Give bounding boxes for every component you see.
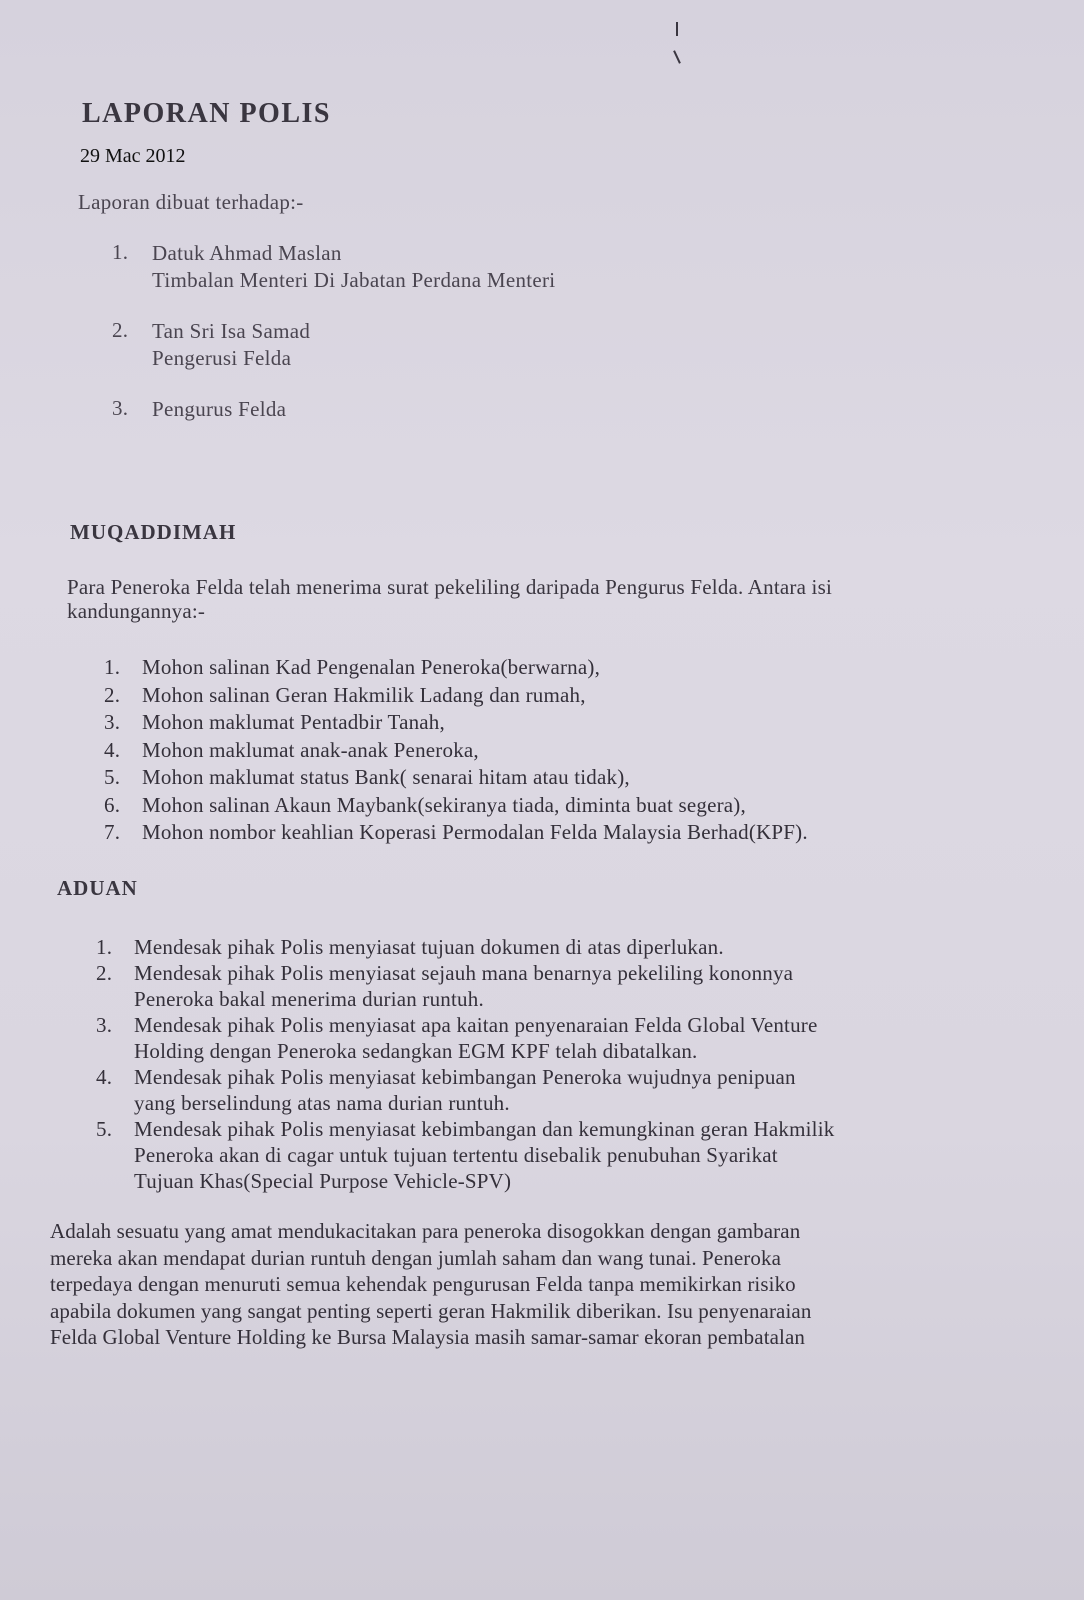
item-text: Peneroka akan di cagar untuk tujuan tertentu disebalik penubuhan Syarikat — [134, 1143, 778, 1167]
list-item — [104, 654, 808, 682]
aduan-heading: ADUAN — [57, 876, 138, 900]
target-role: Pengerusi Felda — [152, 346, 292, 370]
pen-mark — [676, 22, 678, 36]
target-item — [112, 318, 555, 372]
paragraph-line: Felda Global Venture Holding ke Bursa Malaysia masih samar-samar ekoran pembatalan — [50, 1325, 806, 1349]
target-item — [112, 240, 555, 294]
item-text: Mendesak pihak Polis menyiasat kebimbangan dan kemungkinan geran Hakmilik — [134, 1117, 835, 1141]
item-text: Mohon maklumat Pentadbir Tanah, — [142, 710, 445, 734]
item-text: Mendesak pihak Polis menyiasat kebimbangan Peneroka wujudnya penipuan — [134, 1065, 796, 1089]
item-text: Mendesak pihak Polis menyiasat tujuan dokumen di atas diperlukan. — [134, 935, 724, 959]
report-date: 29 Mac 2012 — [80, 145, 186, 167]
muqaddimah-heading: MUQADDIMAH — [70, 520, 237, 544]
item-number: 2. — [104, 682, 121, 707]
target-name: Datuk Ahmad Maslan — [152, 241, 342, 265]
list-item — [96, 1064, 994, 1116]
target-number: 2. — [112, 318, 129, 342]
target-role: Timbalan Menteri Di Jabatan Perdana Menteri — [152, 268, 556, 292]
item-text: Mohon maklumat anak-anak Peneroka, — [142, 737, 479, 762]
paragraph-line: kandungannya:- — [67, 599, 206, 623]
list-item — [104, 764, 808, 792]
item-number: 3. — [104, 710, 121, 734]
closing-paragraph — [50, 1218, 1040, 1351]
target-name: Tan Sri Isa Samad — [152, 319, 311, 343]
target-number: 1. — [112, 240, 129, 264]
item-text: Mohon salinan Akaun Maybank(sekiranya tiada, diminta buat segera), — [142, 792, 746, 817]
paragraph-line: terpedaya dengan menuruti semua kehendak pengurusan Felda tanpa memikirkan risiko — [50, 1272, 796, 1296]
item-number: 3. — [96, 1013, 113, 1037]
list-item — [104, 709, 808, 737]
item-text: Holding dengan Peneroka sedangkan EGM KPF telah dibatalkan. — [134, 1039, 698, 1063]
list-item — [104, 682, 808, 710]
paragraph-line: Para Peneroka Felda telah menerima surat pekeliling daripada Pengurus Felda. Antara isi — [67, 575, 833, 599]
item-number: 5. — [104, 765, 121, 789]
target-item — [112, 396, 555, 423]
item-text: Peneroka bakal menerima durian runtuh. — [134, 987, 484, 1011]
list-item — [96, 1012, 994, 1064]
list-item — [96, 1116, 994, 1194]
list-item — [96, 960, 994, 1012]
item-text: yang berselindung atas nama durian runtuh. — [134, 1091, 510, 1115]
item-text: Mendesak pihak Polis menyiasat apa kaitan penyenaraian Felda Global Venture — [134, 1013, 818, 1037]
muqaddimah-list — [104, 654, 808, 847]
item-number: 1. — [96, 935, 113, 959]
paragraph-line: apabila dokumen yang sangat penting seperti geran Hakmilik diberikan. Isu penyenaraian — [50, 1298, 812, 1323]
item-text: Mohon salinan Kad Pengenalan Peneroka(berwarna), — [142, 655, 601, 679]
item-text: Mohon nombor keahlian Koperasi Permodalan Felda Malaysia Berhad(KPF). — [142, 820, 808, 844]
item-number: 1. — [104, 655, 121, 679]
item-number: 7. — [104, 820, 121, 844]
target-name: Pengurus Felda — [152, 397, 287, 421]
item-text: Tujuan Khas(Special Purpose Vehicle-SPV) — [134, 1169, 512, 1193]
report-targets — [112, 240, 555, 447]
paragraph-line: Adalah sesuatu yang amat mendukacitakan para peneroka disogokkan dengan gambaran — [50, 1219, 801, 1243]
item-text: Mendesak pihak Polis menyiasat sejauh mana benarnya pekeliling kononnya — [134, 961, 794, 985]
item-number: 4. — [96, 1065, 113, 1089]
item-number: 6. — [104, 792, 121, 817]
paragraph-line: mereka akan mendapat durian runtuh dengan jumlah saham dan wang tunai. Peneroka — [50, 1245, 781, 1270]
item-text: Mohon salinan Geran Hakmilik Ladang dan rumah, — [142, 682, 586, 707]
item-text: Mohon maklumat status Bank( senarai hitam atau tidak), — [142, 765, 630, 789]
pen-mark — [673, 50, 681, 64]
item-number: 4. — [104, 737, 121, 762]
list-item — [96, 934, 994, 960]
list-item — [104, 792, 808, 820]
target-number: 3. — [112, 396, 129, 420]
aduan-list — [96, 934, 994, 1194]
list-item — [104, 737, 808, 765]
item-number: 2. — [96, 961, 113, 985]
list-item — [104, 819, 808, 847]
document-title: LAPORAN POLIS — [82, 98, 331, 129]
muqaddimah-paragraph — [67, 575, 1057, 623]
item-number: 5. — [96, 1117, 113, 1141]
intro-line: Laporan dibuat terhadap:- — [78, 190, 304, 214]
